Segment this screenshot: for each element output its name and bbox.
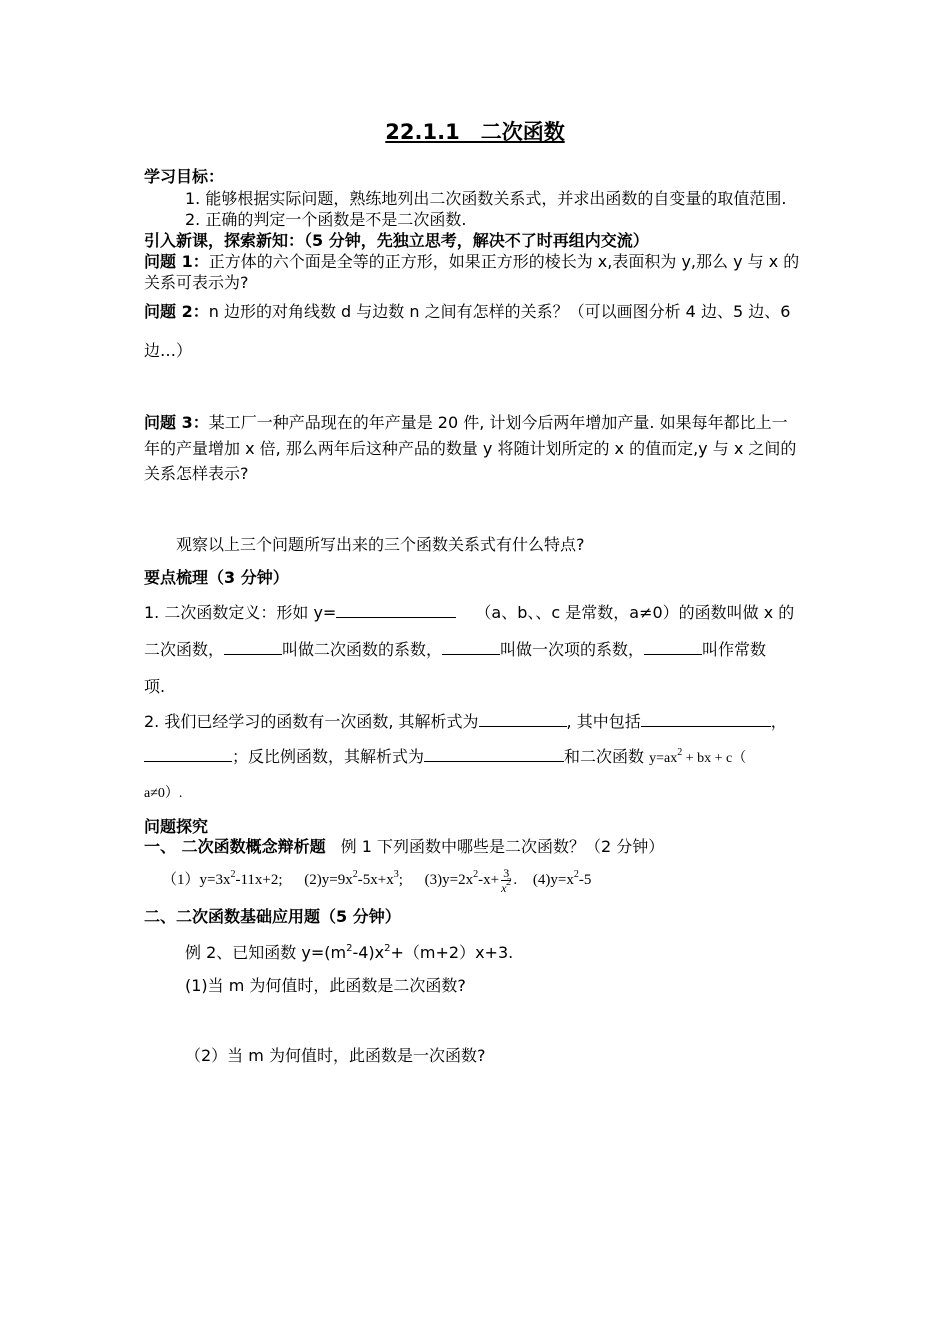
question-3-line-3: 关系怎样表示? bbox=[144, 464, 249, 483]
question-2-line-2: 边…） bbox=[144, 341, 193, 360]
question-1-line-1 bbox=[144, 252, 799, 272]
summary-p2-line-1 bbox=[144, 712, 787, 732]
summary-p1-text-b: （a、b、、c 是常数，a≠0）的函数叫做 x 的 bbox=[475, 603, 795, 622]
intro-heading: 引入新课，探索新知：（5 分钟，先独立思考，解决不了时再组内交流） bbox=[144, 231, 649, 250]
question-2-text: n 边形的对角线数 d 与边数 n 之间有怎样的关系？（可以画图分析 4 边、5 边、6 bbox=[208, 302, 791, 321]
example-1-text: 例 1 下列函数中哪些是二次函数？（2 分钟） bbox=[340, 837, 665, 856]
objective-item-2: 2. 正确的判定一个函数是不是二次函数. bbox=[185, 210, 467, 229]
example-2-question-2: （2）当 m 为何值时，此函数是一次函数? bbox=[185, 1046, 486, 1065]
summary-p1-text-e: 叫做一次项的系数， bbox=[500, 640, 645, 659]
section-2-title: 二、二次函数基础应用题（5 分钟） bbox=[144, 907, 401, 926]
section-1-line bbox=[144, 837, 664, 857]
function-2: $(2)y=9x^2-5x+x^3$; bbox=[304, 868, 403, 888]
question-1-label: 问题 1： bbox=[144, 252, 209, 271]
summary-p1-line-2 bbox=[144, 640, 766, 660]
summary-p1-text-c: 二次函数， bbox=[144, 640, 225, 659]
objective-item-1: 1. 能够根据实际问题，熟练地列出二次函数关系式，并求出函数的自变量的取值范围. bbox=[185, 189, 787, 208]
function-3: $(3)y=2x^2-x+$ $\frac{3}{x^2}$ . bbox=[424, 866, 518, 895]
question-3-label: 问题 3： bbox=[144, 413, 209, 432]
summary-heading: 要点梳理（3 分钟） bbox=[144, 568, 289, 587]
quadratic-formula: $y=ax^2$ + bx + c（ bbox=[649, 747, 747, 766]
question-3-line-2: 年的产量增加 x 倍, 那么两年后这种产品的数量 y 将随计划所定的 x 的值而定,y 与 x 之间的 bbox=[144, 439, 797, 458]
summary-p1-line-1 bbox=[144, 603, 794, 623]
question-2-label: 问题 2： bbox=[144, 302, 209, 321]
summary-p2-text-d: ；反比例函数，其解析式为 bbox=[232, 747, 425, 766]
section-1-title: 一、 二次函数概念辩析题 bbox=[144, 837, 326, 856]
answer-blank[interactable] bbox=[641, 712, 771, 727]
question-3-text: 某工厂一种产品现在的年产量是 20 件, 计划今后两年增加产量. 如果每年都比上一 bbox=[208, 413, 788, 432]
summary-p2-text-b: , 其中包括 bbox=[566, 712, 641, 731]
summary-p1-text-a: 1. 二次函数定义：形如 y= bbox=[144, 603, 337, 622]
example-2-question-1: (1)当 m 为何值时，此函数是二次函数? bbox=[185, 976, 466, 995]
summary-p2-text-e: 和二次函数 bbox=[564, 747, 645, 766]
answer-blank[interactable] bbox=[224, 640, 282, 655]
answer-blank[interactable] bbox=[336, 603, 456, 618]
question-2-line-1 bbox=[144, 302, 790, 322]
answer-blank[interactable] bbox=[442, 640, 500, 655]
summary-p1-text-d: 叫做二次函数的系数， bbox=[282, 640, 443, 659]
summary-p2-line-3: a≠0）. bbox=[144, 786, 183, 801]
page-title: 22.1.1 二次函数 bbox=[385, 120, 565, 144]
question-3-line-1 bbox=[144, 413, 788, 433]
explore-heading: 问题探究 bbox=[144, 817, 209, 836]
function-4: $(4)y=x^2-5$ bbox=[532, 868, 592, 888]
question-1-line-2: 关系可表示为? bbox=[144, 273, 249, 292]
summary-p2-text-c: ， bbox=[770, 712, 787, 731]
summary-p1-line-3: 项. bbox=[144, 677, 166, 696]
answer-blank[interactable] bbox=[144, 747, 232, 762]
example-1-functions bbox=[162, 866, 591, 895]
function-1: $(1)y=3x^2-11x+2$; bbox=[162, 868, 283, 888]
answer-blank[interactable] bbox=[644, 640, 702, 655]
objectives-heading: 学习目标： bbox=[144, 167, 225, 186]
fraction: $\frac{3}{x^2}$ bbox=[501, 866, 512, 895]
answer-blank[interactable] bbox=[424, 747, 564, 762]
observe-prompt: 观察以上三个问题所写出来的三个函数关系式有什么特点? bbox=[176, 535, 585, 554]
answer-blank[interactable] bbox=[479, 712, 567, 727]
summary-p2-text-a: 2. 我们已经学习的函数有一次函数, 其解析式为 bbox=[144, 712, 479, 731]
summary-p1-text-f: 叫作常数 bbox=[702, 640, 767, 659]
example-2-text: 例 2、已知函数 $y=(m^2-4)x^2+(m+2)x+3$. bbox=[185, 943, 514, 962]
summary-p2-line-2 bbox=[144, 747, 746, 769]
question-1-text: 正方体的六个面是全等的正方形，如果正方形的棱长为 x,表面积为 y,那么 y 与 x 的 bbox=[208, 252, 800, 271]
